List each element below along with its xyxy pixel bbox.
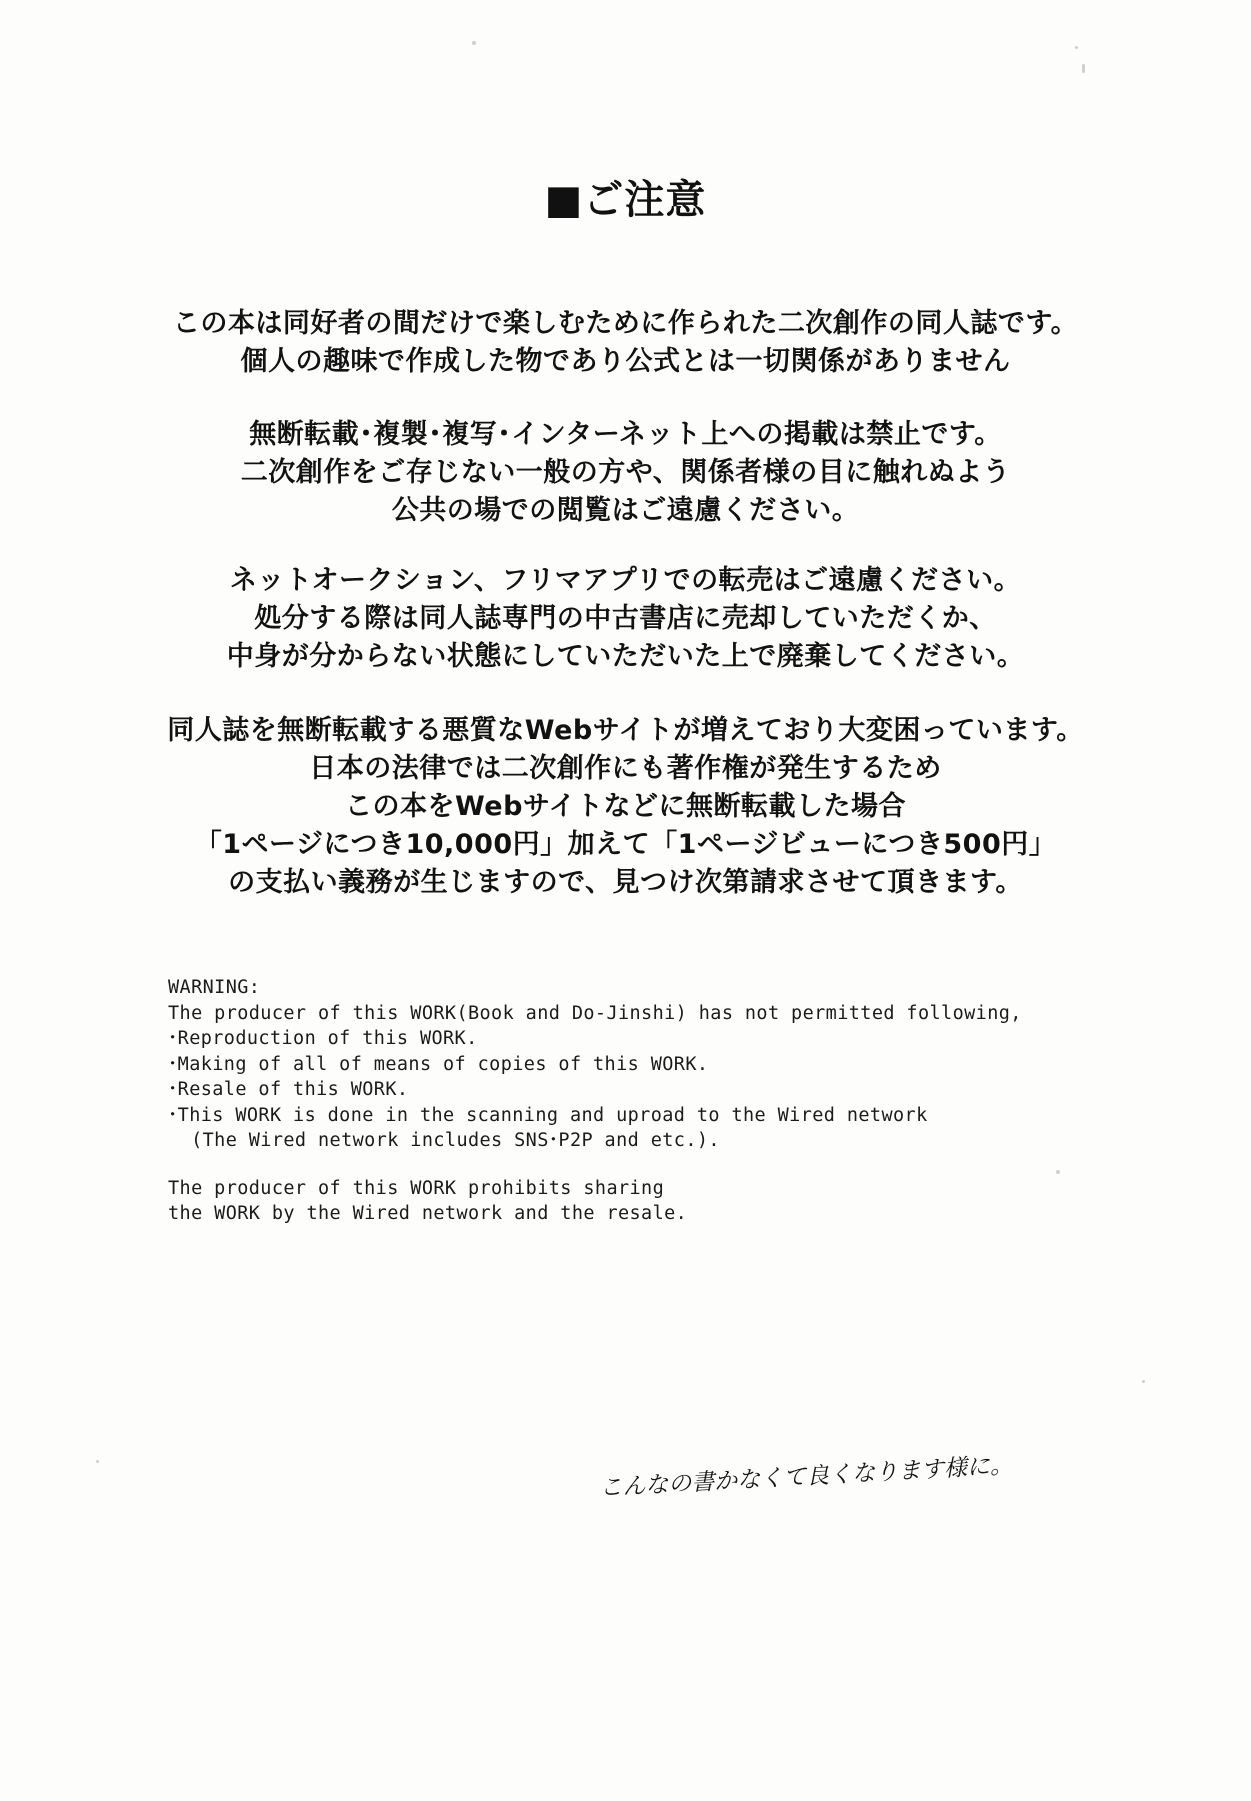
notice-line: 中身が分からない状態にしていただいた上で廃棄してください。 bbox=[226, 641, 1025, 672]
warning-line: ･Resale of this WORK. bbox=[168, 1079, 409, 1100]
warning-heading: WARNING: bbox=[168, 977, 261, 998]
notice-line: 日本の法律では二次創作にも著作権が発生するため bbox=[309, 753, 942, 784]
notice-line: 「1ページにつき10,000円」加えて「1ページビューにつき500円」 bbox=[194, 829, 1057, 860]
notice-line: この本をWebサイトなどに無断転載した場合 bbox=[344, 791, 907, 822]
scan-speck bbox=[1082, 64, 1085, 73]
notice-line: 処分する際は同人誌専門の中古書店に売却していただくか、 bbox=[254, 603, 997, 634]
page-title: ■ご注意 bbox=[544, 177, 707, 223]
notice-paragraph-3 bbox=[0, 562, 1251, 676]
warning-line: The producer of this WORK(Book and Do-Jinshi) has not permitted following, bbox=[168, 1002, 1022, 1024]
notice-paragraph-1 bbox=[0, 305, 1251, 381]
warning-line: ･This WORK is done in the scanning and uproad to the Wired network bbox=[168, 1104, 928, 1126]
warning-line: (The Wired network includes SNS･P2P and etc.). bbox=[168, 1130, 720, 1151]
notice-line: 個人の趣味で作成した物であり公式とは一切関係がありません bbox=[240, 346, 1011, 377]
notice-line: ネットオークション、フリマアプリでの転売はご遠慮ください。 bbox=[229, 565, 1022, 596]
notice-line: 無断転載･複製･複写･インターネット上への掲載は禁止です。 bbox=[249, 419, 1002, 450]
warning-spacer bbox=[168, 1154, 1068, 1176]
warning-closing-line: The producer of this WORK prohibits sharing bbox=[168, 1177, 665, 1199]
warning-closing-line: the WORK by the Wired network and the resale. bbox=[168, 1203, 688, 1224]
notice-line: 公共の場での閲覧はご遠慮ください。 bbox=[391, 495, 860, 526]
scan-speck bbox=[96, 1460, 99, 1463]
warning-line: ･Making of all of means of copies of this WORK. bbox=[168, 1053, 709, 1075]
handwritten-note: こんなの書かなくて良くなります様に。 bbox=[598, 1452, 1014, 1502]
warning-block bbox=[168, 975, 1068, 1227]
warning-line: ･Reproduction of this WORK. bbox=[168, 1028, 478, 1049]
scan-speck bbox=[1075, 46, 1078, 49]
notice-paragraph-4 bbox=[0, 712, 1251, 902]
notice-line: 二次創作をご存じない一般の方や、関係者様の目に触れぬよう bbox=[240, 457, 1011, 488]
notice-line: 同人誌を無断転載する悪質なWebサイトが増えており大変困っています。 bbox=[167, 715, 1084, 746]
notice-line: の支払い義務が生じますので、見つけ次第請求させて頂きます。 bbox=[228, 867, 1023, 898]
notice-paragraph-2 bbox=[0, 416, 1251, 530]
scan-speck bbox=[1142, 1380, 1145, 1383]
notice-line: この本は同好者の間だけで楽しむために作られた二次創作の同人誌です。 bbox=[172, 308, 1079, 339]
scan-speck bbox=[472, 41, 476, 45]
